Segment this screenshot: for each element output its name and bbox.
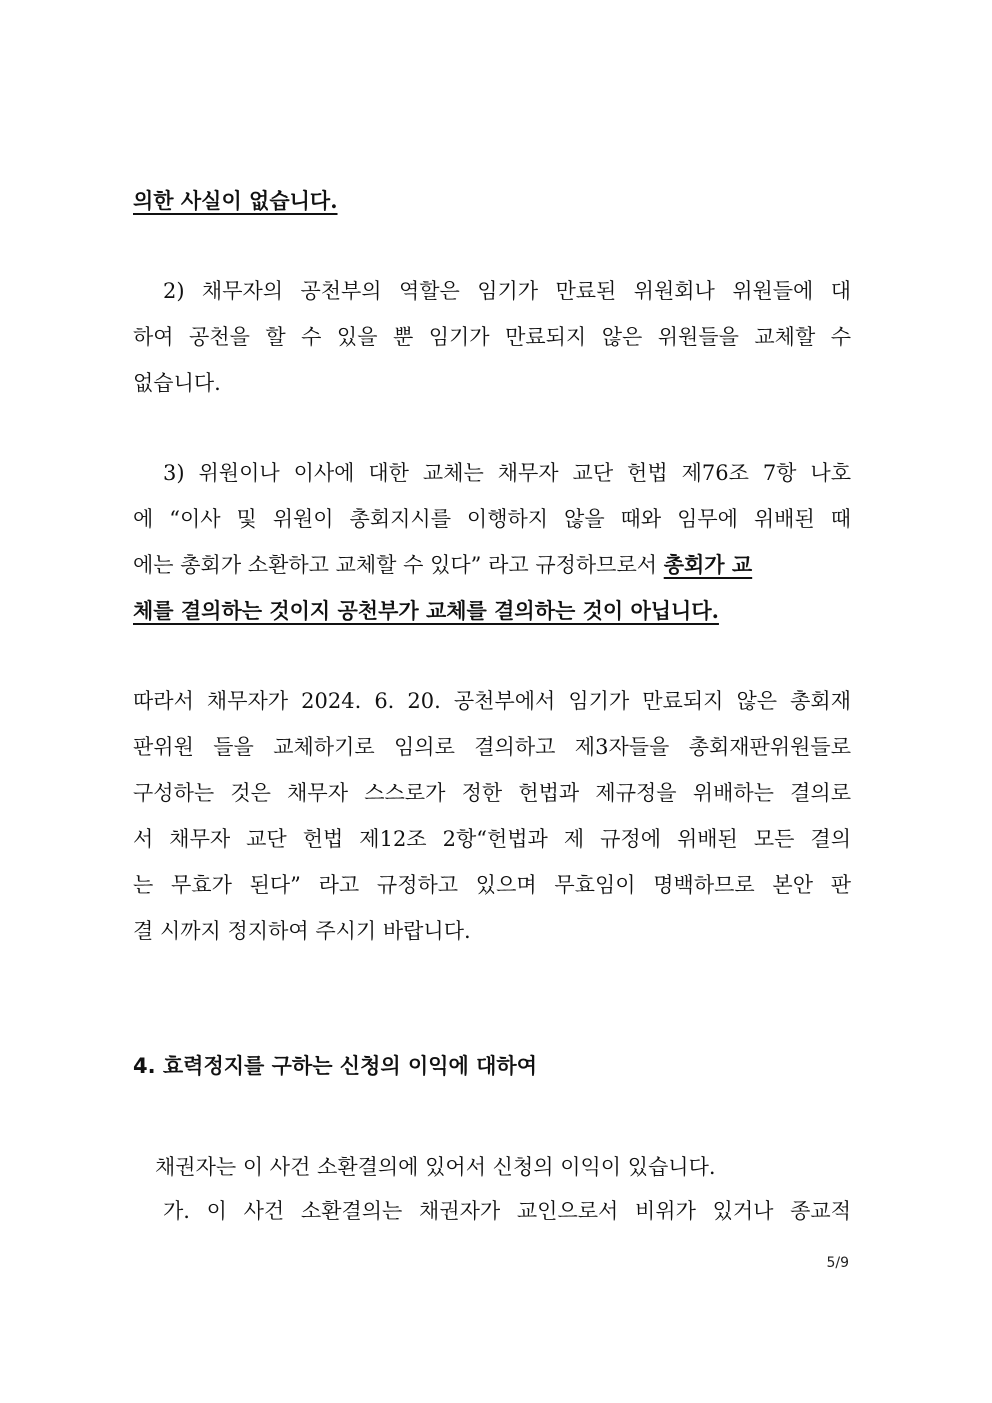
para3-line4: 체를 결의하는 것이지 공천부가 교체를 결의하는 것이 아닙니다. xyxy=(133,598,719,623)
section4-line2: 가. 이 사건 소환결의는 채권자가 교인으로서 비위가 있거나 종교적 xyxy=(163,1199,851,1223)
section4-line1: 채권자는 이 사건 소환결의에 있어서 신청의 이익이 있습니다. xyxy=(155,1155,716,1179)
intro-line: 의한 사실이 없습니다. xyxy=(133,188,338,213)
para2-line1: 2) 채무자의 공천부의 역할은 임기가 만료된 위원회나 위원들에 대 xyxy=(163,279,851,303)
section4-heading: 4. 효력정지를 구하는 신청의 이익에 대하여 xyxy=(133,1054,538,1078)
para4-line1: 따라서 채무자가 2024. 6. 20. 공천부에서 임기가 만료되지 않은 총회재 xyxy=(133,689,851,713)
para3-line2: 에 “이사 및 위원이 총회지시를 이행하지 않을 때와 임무에 위배된 때 xyxy=(133,507,851,531)
para3-line1: 3) 위원이나 이사에 대한 교체는 채무자 교단 헌법 제76조 7항 나호 xyxy=(163,461,851,485)
para4-line2: 판위원 들을 교체하기로 임의로 결의하고 제3자들을 총회재판위원들로 xyxy=(133,735,851,759)
para3-line3-emphasis: 총회가 교 xyxy=(663,552,753,577)
para3-line3 xyxy=(133,550,851,580)
para4-line4: 서 채무자 교단 헌법 제12조 2항“헌법과 제 규정에 위배된 모든 결의 xyxy=(133,827,851,851)
para3-line3-plain: 에는 총회가 소환하고 교체할 수 있다” 라고 규정하므로서 xyxy=(133,553,664,577)
para4-line5: 는 무효가 된다” 라고 규정하고 있으며 무효임이 명백하므로 본안 판 xyxy=(133,873,851,897)
para2-line3: 없습니다. xyxy=(133,371,221,395)
para4-line3: 구성하는 것은 채무자 스스로가 정한 헌법과 제규정을 위배하는 결의로 xyxy=(133,781,851,805)
para2-line2: 하여 공천을 할 수 있을 뿐 임기가 만료되지 않은 위원들을 교체할 수 xyxy=(133,325,851,349)
para4-line6: 결 시까지 정지하여 주시기 바랍니다. xyxy=(133,919,471,943)
page-number: 5/9 xyxy=(826,1255,849,1271)
